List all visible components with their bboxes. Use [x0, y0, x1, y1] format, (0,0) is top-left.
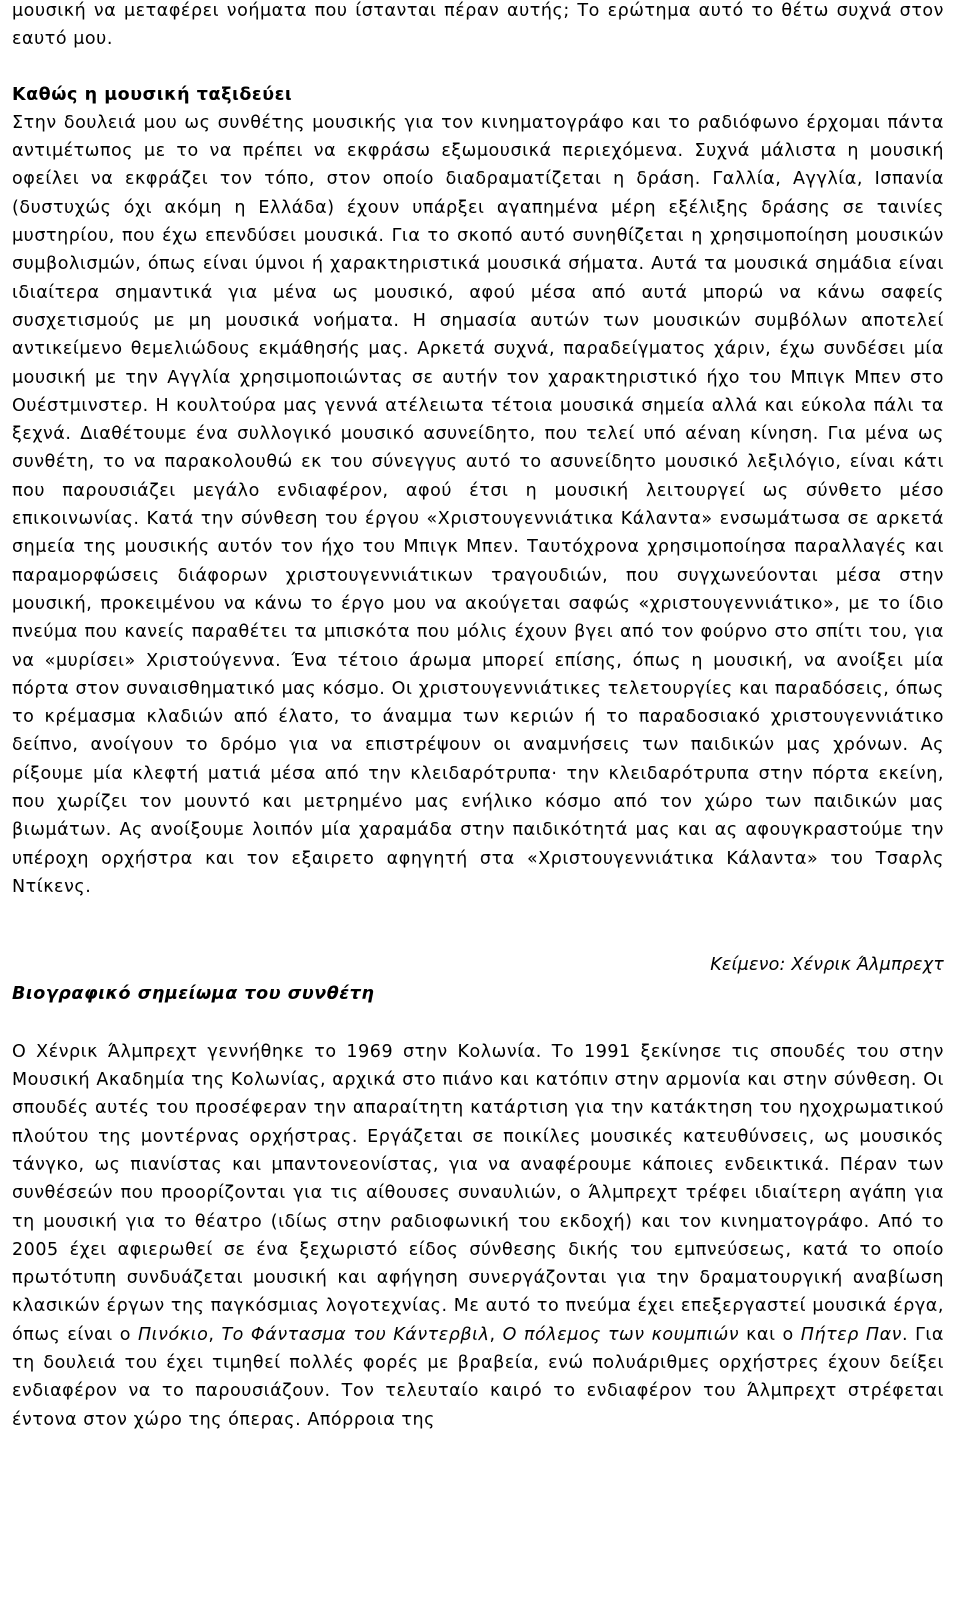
intro-paragraph: μουσική να μεταφέρει νοήματα που ίστανται πέραν αυτής; Το ερώτημα αυτό το θέτω συχνά στον εαυτό μου. — [12, 1, 944, 50]
main-paragraph: Στην δουλειά μου ως συνθέτης μουσικής για τον κινηματογράφο και το ραδιόφωνο έρχομαι πάντα αντιμέτωπος με το να πρέπει να εκφράσω εξωμουσικά περιεχόμενα. Συχνά μάλιστα η μουσική οφείλει να εκφράζει τον τόπο, στον οποίο διαδραματίζεται η δράση. Γαλλία, Αγγλία, Ισπανία (δυστυχώς όχι ακόμη η Ελλάδα) έχουν υπάρξει αγαπημένα μέρη εξέλιξης δράσης σε ταινίες μυστηρίου, που έχω επενδύσει μουσικά. Για το σκοπό αυτό συνηθίζεται η χρησιμοποίηση μουσικών συμβολισμών, όπως είναι ύμνοι ή χαρακτηριστικά μουσικά σήματα. Αυτά τα μουσικά σημάδια είναι ιδιαίτερα σημαντικά για μένα ως μουσικό, αφού μέσα από αυτά μπορώ να κάνω σαφείς συσχετισμούς με μη μουσικά νοήματα. Η σημασία αυτών των μουσικών συμβόλων αποτελεί αντικείμενο θεμελιώδους εκμάθησής μας. Αρκετά συχνά, παραδείγματος χάριν, έχω συνδέσει μία μουσική με την Αγγλία χρησιμοποιώντας σε αυτήν τον χαρακτηριστικό ήχο του Μπιγκ Μπεν στο Ουέστμινστερ. Η κουλτούρα μας γεννά ατέλειωτα τέτοια μουσικά σημεία αλλά και εύκολα πάλι τα ξεχνά. Διαθέτουμε ένα συλλογικό μουσικό ασυνείδητο, που τελεί υπό αέναη κίνηση. Για μένα ως συνθέτη, το να παρακολουθώ εκ του σύνεγγυς αυτό το ασυνείδητο μουσικό λεξιλόγιο, είναι κάτι που παρουσιάζει μεγάλο ενδιαφέρον, αφού έτσι η μουσική λειτουργεί ως σύνθετο μέσο επικοινωνίας. Κατά την σύνθεση του έργου «Χριστουγεννιάτικα Κάλαντα» ενσωμάτωσα σε αρκετά σημεία της μουσικής αυτόν τον ήχο του Μπιγκ Μπεν. Ταυτόχρονα χρησιμοποίησα παραλλαγές και παραμορφώσεις διάφορων χριστουγεννιάτικων τραγουδιών, που συγχωνεύονται μέσα στην μουσική, προκειμένου να κάνω το έργο μου να ακούγεται σαφώς «χριστουγεννιάτικο», με το ίδιο πνεύμα που κανείς παραθέτει τα μπισκότα που μόλις έχουν βγει από τον φούρνο στο σπίτι του, για να «μυρίσει» Χριστούγεννα. Ένα τέτοιο άρωμα μπορεί επίσης, όπως η μουσική, να ανοίξει μία πόρτα στον συναισθηματικό μας κόσμο. Οι χριστουγεννιάτικες τελετουργίες και παραδόσεις, όπως το κρέμασμα κλαδιών από έλατο, το άναμμα των κεριών ή το παραδοσιακό χριστουγεννιάτικο δείπνο, ανοίγουν το δρόμο για να επιστρέψουν οι αναμνήσεις των παιδικών μας χρόνων. Ας ρίξουμε μία κλεφτή ματιά μέσα από την κλειδαρότρυπα· την κλειδαρότρυπα στην πόρτα εκείνη, που χωρίζει τον μουντό και μετρημένο μας ενήλικο κόσμο από τον χώρο των παιδικών μας βιωμάτων. Ας ανοίξουμε λοιπόν μία χαραμάδα στην παιδικότητά μας και ας αφουγκραστούμε την υπέροχη ορχήστρα και τον εξαιρετο αφηγητή στα «Χριστουγεννιάτικα Κάλαντα» του Τσαρλς Ντίκενς. — [12, 112, 944, 897]
section-heading: Καθώς η μουσική ταξιδεύει — [12, 84, 293, 105]
work-title-canterville-ghost: Το Φάντασμα του Κάντερβιλ — [221, 1324, 490, 1345]
bio-separator: , — [208, 1324, 222, 1345]
bio-text-part2: . Για τη δουλειά του έχει τιμηθεί πολλές φορές με βραβεία, ενώ πολυάριθμες ορχήστρες έχουν δείξει ενδιαφέρον να το παρουσιάζουν. Τον τελευταίο καιρό το ενδιαφέρον του Άλμπρεχτ στρέφεται έντονα στον χώρο της όπερας. Απόρροια της — [12, 1324, 944, 1430]
work-title-war-of-buttons: Ο πόλεμος των κουμπιών — [502, 1324, 740, 1345]
bio-heading: Βιογραφικό σημείωμα του συνθέτη — [12, 983, 375, 1004]
work-title-pinocchio: Πινόκιο — [137, 1324, 209, 1345]
bio-separator: και ο — [739, 1324, 801, 1345]
bio-separator: , — [489, 1324, 503, 1345]
author-credit: Κείμενο: Χένρικ Άλμπρεχτ — [710, 955, 944, 976]
bio-text-part1: Ο Χένρικ Άλμπρεχτ γεννήθηκε το 1969 στην Κολωνία. Το 1991 ξεκίνησε τις σπουδές του στην Μουσική Ακαδημία της Κολωνίας, αρχικά στο πιάνο και κατόπιν στην αρμονία και στην σύνθεση. Οι σπουδές αυτές του προσέφεραν την απαραίτητη κατάρτιση για την κατάκτηση του ηχοχρωματικού πλούτου της μοντέρνας ορχήστρας. Εργάζεται σε ποικίλες μουσικές κατευθύνσεις, ως μουσικός τάνγκο, ως πιανίστας και μπαντονεονίστας, για να αναφέρουμε κάποιες ενδεικτικά. Πέραν των συνθέσεών που προορίζονται για τις αίθουσες συναυλιών, ο Άλμπρεχτ τρέφει ιδιαίτερη αγάπη για τη μουσική για το θέατρο (ιδίως στην ραδιοφωνική του εκδοχή) και τον κινηματογράφο. Από το 2005 έχει αφιερωθεί σε ένα ξεχωριστό είδος σύνθεσης δικής του εμπνεύσεως, κατά το οποίο πρωτότυπη συνδυάζεται μουσική και αφήγηση συνεργάζονται για την δραματουργική αναβίωση κλασικών έργων της παγκόσμιας λογοτεχνίας. Με αυτό το πνεύμα έχει επεξεργαστεί μουσικά έργα, όπως είναι ο — [12, 1041, 944, 1345]
work-title-peter-pan: Πήτερ Παν — [800, 1324, 903, 1345]
bio-paragraph — [12, 1038, 944, 1434]
